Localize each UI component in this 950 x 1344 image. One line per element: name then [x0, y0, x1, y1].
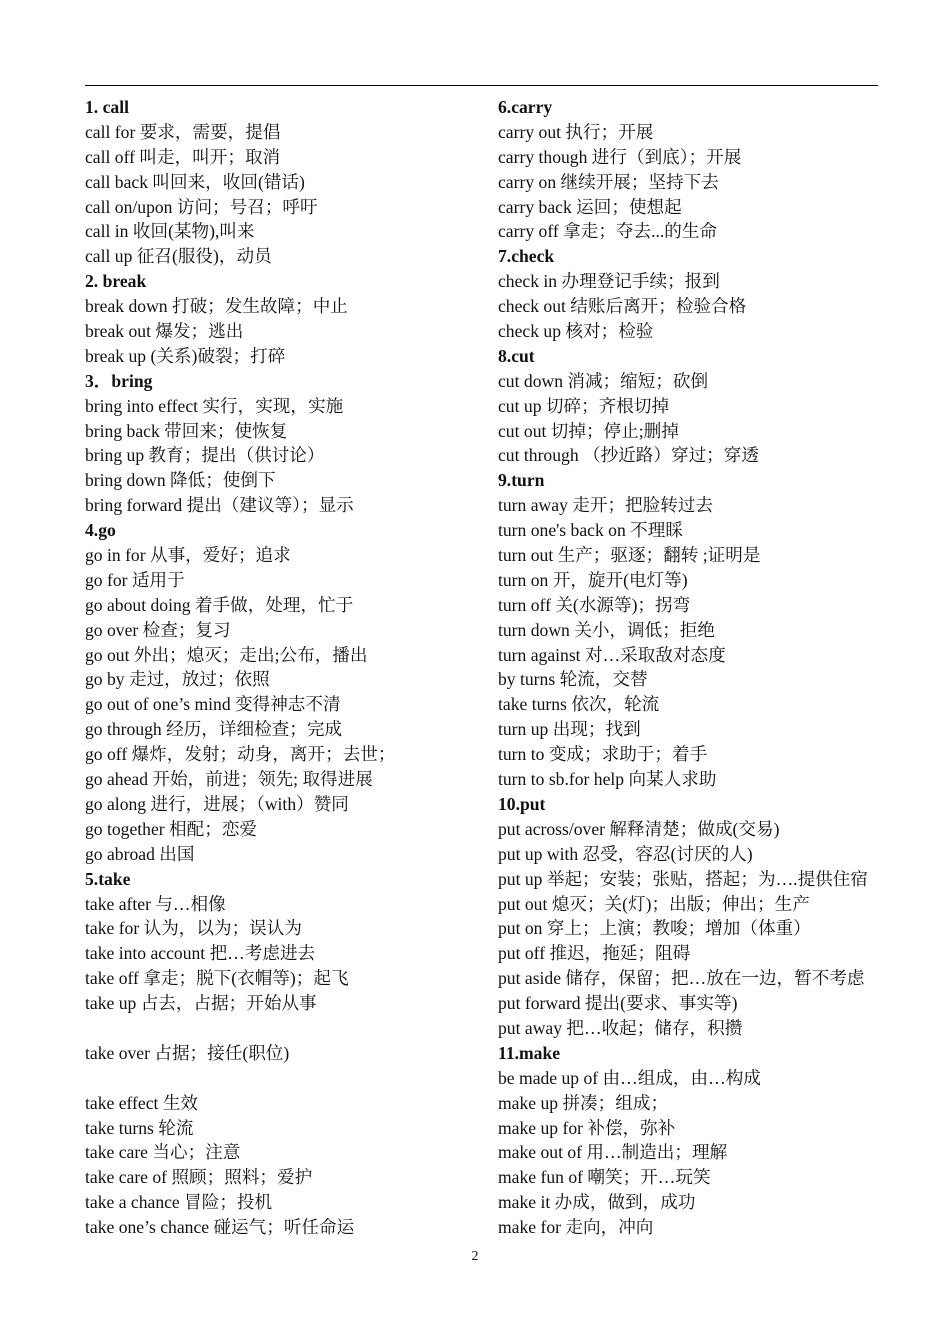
- phrase-entry: turn on 开，旋开(电灯等): [498, 569, 688, 590]
- phrase-entry: check in 办理登记手续；报到: [498, 271, 720, 292]
- phrase-entry: put up 举起；安装；张贴，搭起；为….提供住宿: [498, 868, 868, 889]
- phrase-entry: bring forward 提出（建议等）；显示: [85, 495, 354, 516]
- phrase-entry: by turns 轮流，交替: [498, 669, 648, 690]
- phrase-entry: turn to sb.for help 向某人求助: [498, 769, 717, 790]
- section-heading: 10.put: [498, 793, 546, 814]
- phrase-entry: turn out 生产；驱逐；翻转 ;证明是: [498, 545, 761, 566]
- phrase-entry: take care of 照顾；照料；爱护: [85, 1167, 313, 1188]
- phrase-entry: call back 叫回来，收回(错话): [85, 171, 305, 192]
- phrase-entry: make up for 补偿，弥补: [498, 1117, 676, 1138]
- page-number: 2: [471, 1249, 479, 1264]
- section-heading: 11.make: [498, 1042, 561, 1063]
- phrase-entry: turn to 变成；求助于；着手: [498, 744, 708, 765]
- blank-line: [85, 1066, 485, 1091]
- section-heading: 7.check: [498, 246, 555, 267]
- phrase-entry: bring back 带回来；使恢复: [85, 420, 288, 441]
- right-column: [498, 95, 888, 1240]
- phrase-entry: check out 结账后离开；检验合格: [498, 296, 747, 317]
- phrase-entry: take a chance 冒险；投机: [85, 1192, 273, 1213]
- phrase-entry: take over 占据；接任(职位): [85, 1042, 290, 1063]
- phrase-entry: go along 进行，进展；（with）赞同: [85, 793, 349, 814]
- phrase-entry: cut up 切碎；齐根切掉: [498, 395, 670, 416]
- section-heading: 9.turn: [498, 470, 545, 491]
- phrase-entry: turn up 出现；找到: [498, 719, 641, 740]
- phrase-entry: take turns 依次，轮流: [498, 694, 660, 715]
- phrase-entry: call off 叫走，叫开；取消: [85, 146, 281, 167]
- phrase-entry: take up 占去，占据；开始从事: [85, 993, 317, 1014]
- phrase-entry: make out of 用…制造出；理解: [498, 1142, 728, 1163]
- phrase-entry: check up 核对；检验: [498, 321, 654, 342]
- phrase-entry: go abroad 出国: [85, 843, 195, 864]
- phrase-entry: break out 爆发；逃出: [85, 321, 244, 342]
- section-heading: 3．bring: [85, 370, 153, 391]
- section-heading: 2. break: [85, 271, 147, 292]
- section-heading: 8.cut: [498, 345, 535, 366]
- section-heading: 6.carry: [498, 97, 553, 117]
- phrase-entry: put across/over 解释清楚；做成(交易): [498, 818, 780, 839]
- phrase-entry: break up (关系)破裂；打碎: [85, 345, 286, 366]
- phrase-entry: bring into effect 实行，实现，实施: [85, 395, 344, 416]
- phrase-entry: put up with 忍受，容忍(讨厌的人): [498, 843, 753, 864]
- phrase-entry: carry back 运回；使想起: [498, 196, 682, 217]
- phrase-entry: make for 走向，冲向: [498, 1217, 654, 1238]
- header-rule: [85, 85, 878, 86]
- phrase-entry: turn one's back on 不理睬: [498, 520, 683, 541]
- phrase-entry: put off 推迟，拖延；阻碍: [498, 943, 691, 964]
- phrase-entry: put forward 提出(要求、事实等): [498, 993, 738, 1014]
- phrase-entry: turn off 关(水源等)；拐弯: [498, 594, 691, 615]
- phrase-entry: go off 爆炸，发射；动身，离开；去世；: [85, 744, 396, 765]
- phrase-entry: put aside 储存，保留；把…放在一边，暂不考虑: [498, 968, 865, 989]
- phrase-entry: carry on 继续开展；坚持下去: [498, 171, 719, 192]
- phrase-entry: take effect 生效: [85, 1092, 199, 1113]
- phrase-entry: cut through （抄近路）穿过；穿透: [498, 445, 759, 466]
- phrase-entry: go out 外出；熄灭；走出;公布，播出: [85, 644, 368, 665]
- phrase-entry: call on/upon 访问；号召；呼吁: [85, 196, 318, 217]
- phrase-entry: go out of one’s mind 变得神志不清: [85, 694, 341, 715]
- phrase-entry: take off 拿走；脱下(衣帽等)；起飞: [85, 968, 349, 989]
- phrase-entry: put away 把…收起；储存，积攒: [498, 1017, 743, 1038]
- left-column: [85, 95, 485, 1240]
- phrase-entry: bring up 教育；提出（供讨论）: [85, 445, 325, 466]
- phrase-entry: be made up of 由…组成，由…构成: [498, 1067, 761, 1088]
- phrase-entry: take one’s chance 碰运气；听任命运: [85, 1217, 355, 1238]
- phrase-entry: go through 经历，详细检查；完成: [85, 719, 343, 740]
- phrase-entry: turn away 走开；把脸转过去: [498, 495, 714, 516]
- phrase-entry: make it 办成，做到，成功: [498, 1192, 696, 1213]
- section-heading: 1. call: [85, 97, 129, 117]
- phrase-entry: take for 认为，以为；误认为: [85, 918, 302, 939]
- phrase-entry: go about doing 着手做，处理，忙于: [85, 594, 354, 615]
- phrase-entry: make fun of 嘲笑；开…玩笑: [498, 1167, 711, 1188]
- phrase-entry: cut out 切掉；停止;删掉: [498, 420, 679, 441]
- phrase-entry: go together 相配；恋爱: [85, 818, 258, 839]
- section-heading: 4.go: [85, 520, 116, 541]
- phrase-entry: break down 打破；发生故障；中止: [85, 296, 348, 317]
- phrase-entry: go ahead 开始，前进；领先; 取得进展: [85, 769, 373, 790]
- phrase-entry: put on 穿上；上演；教唆；增加（体重）: [498, 918, 811, 939]
- blank-line: [85, 1016, 485, 1041]
- phrase-entry: take into account 把…考虑进去: [85, 943, 316, 964]
- section-heading: 5.take: [85, 868, 131, 889]
- phrase-entry: carry out 执行；开展: [498, 121, 654, 142]
- phrase-entry: make up 拼凑；组成；: [498, 1092, 669, 1113]
- phrase-entry: call for 要求，需要，提倡: [85, 121, 281, 142]
- phrase-entry: go by 走过，放过；依照: [85, 669, 270, 690]
- phrase-entry: call up 征召(服役)，动员: [85, 246, 272, 267]
- phrase-entry: turn against 对…采取敌对态度: [498, 644, 726, 665]
- phrase-entry: turn down 关小，调低；拒绝: [498, 619, 715, 640]
- phrase-entry: go in for 从事，爱好；追求: [85, 545, 291, 566]
- phrase-entry: carry off 拿走；夺去...的生命: [498, 221, 718, 242]
- phrase-entry: call in 收回(某物),叫来: [85, 221, 255, 242]
- phrase-entry: cut down 消减；缩短；砍倒: [498, 370, 709, 391]
- phrase-entry: carry though 进行（到底）；开展: [498, 146, 742, 167]
- phrase-entry: take care 当心；注意: [85, 1142, 241, 1163]
- phrase-entry: put out 熄灭；关(灯)；出版；伸出；生产: [498, 893, 810, 914]
- phrase-entry: bring down 降低；使倒下: [85, 470, 276, 491]
- phrase-entry: take turns 轮流: [85, 1117, 194, 1138]
- phrase-entry: take after 与…相像: [85, 893, 226, 914]
- phrase-entry: go for 适用于: [85, 569, 185, 590]
- phrase-entry: go over 检查；复习: [85, 619, 231, 640]
